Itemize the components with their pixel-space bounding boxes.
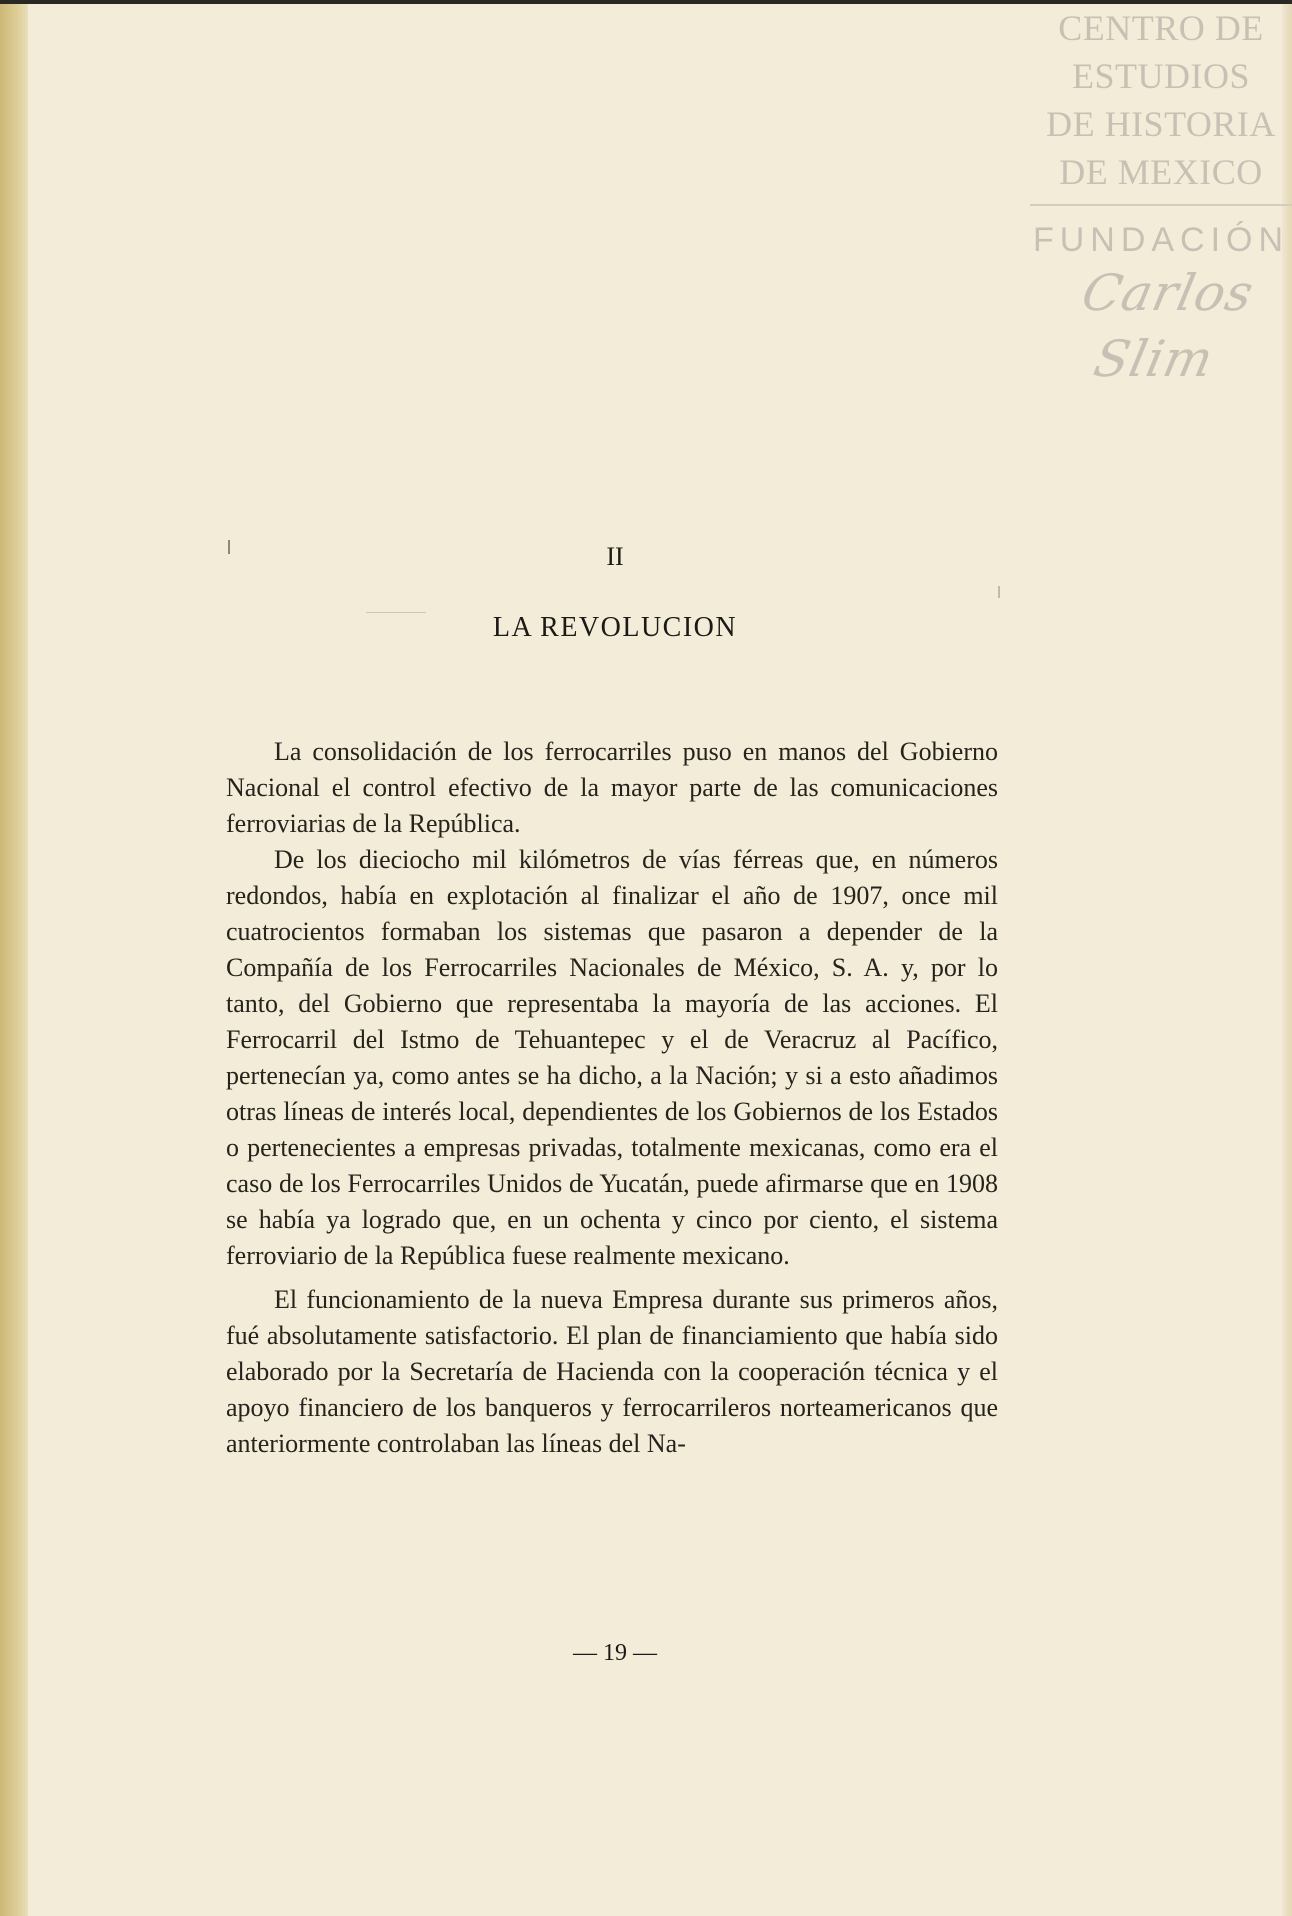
watermark-line: DE MEXICO [1059, 152, 1263, 192]
watermark-foundation: FUNDACIÓN [1032, 221, 1290, 259]
watermark-line: CENTRO DE [1058, 8, 1264, 48]
paragraph: El funcionamiento de la nueva Empresa durante sus primeros años, fué absolutamente satisfactorio. El plan de financiamiento que había sido elaborado por la Secretaría de Hacienda con la cooperación técnica y el apoyo financiero de los banqueros y ferrocarrileros norteamericanos que anteriormente controlaban las líneas del Na- [226, 1285, 998, 1458]
paragraph: La consolidación de los ferrocarriles puso en manos del Gobierno Nacional el control efectivo de la mayor parte de las comunicaciones ferroviarias de la República. [226, 737, 998, 838]
watermark-divider [1030, 204, 1292, 206]
watermark-line: ESTUDIOS [1071, 56, 1250, 96]
paragraph: De los dieciocho mil kilómetros de vías férreas que, en números redondos, había en explotación al finalizar el año de 1907, once mil cuatrocientos formaban los sistemas que pasaron a depender de la Compañía de los Ferrocarriles Nacionales de México, S. A. y, por lo tanto, del Gobierno que representaba la mayoría de las acciones. El Ferrocarril del Istmo de Tehuantepec y el de Veracruz al Pacífico, pertenecían ya, como antes se ha dicho, a la Nación; y si a esto añadimos otras líneas de interés local, dependientes de los Gobiernos de los Estados o pertenecientes a empresas privadas, totalmente mexicanas, como era el caso de los Ferrocarriles Unidos de Yucatán, puede afirmarse que en 1908 se había ya logrado que, en un ochenta y cinco por ciento, el sistema ferroviario de la República fuese realmente mexicano. [226, 845, 998, 1270]
page-number: — 19 — [573, 1640, 657, 1666]
chapter-title: LA REVOLUCION [492, 612, 738, 643]
chapter-number: II [606, 542, 624, 571]
document-page [0, 4, 1292, 1916]
binding-gutter [0, 4, 28, 1916]
watermark-line: DE HISTORIA [1046, 104, 1276, 144]
body-text [226, 734, 998, 1462]
watermark [1030, 4, 1292, 392]
scan-speck [998, 586, 1000, 598]
watermark-signature: Carlos Slim [1076, 264, 1260, 388]
